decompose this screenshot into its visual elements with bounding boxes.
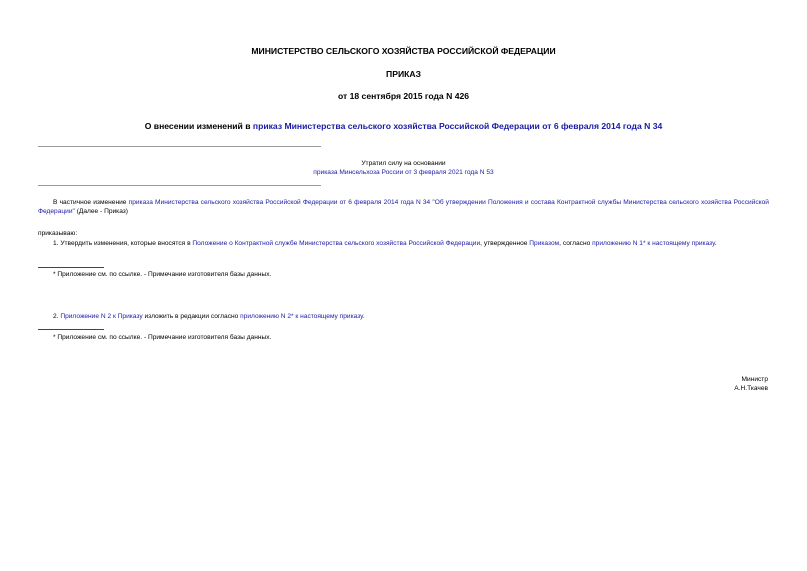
signature-name: А.Н.Ткачев (734, 385, 768, 393)
intro-paragraph (38, 198, 769, 217)
doc-title (0, 121, 807, 131)
intro-order-link[interactable]: приказа Министерства сельского хозяйства Российской Федерации от 6 февраля 2014 года N 34 "Об утверждении Положения и состава Контрактной службы Министерства сельского хозяйства Российской Федерации" (38, 199, 769, 216)
item-2-suffix: . (362, 313, 365, 320)
footnote-2: * Приложение см. по ссылке. - Примечание изготовителя базы данных. (53, 334, 272, 341)
doc-type-heading: ПРИКАЗ (386, 69, 421, 79)
item-1-mid2: , согласно (559, 240, 593, 247)
status-line: Утратил силу на основании (361, 160, 446, 167)
intro-prefix: В частичное изменение (53, 199, 129, 206)
status-repeal-link[interactable]: приказа Минсельхоза России от 3 февраля 2021 года N 53 (313, 169, 494, 177)
item-1-mid: , утвержденное (480, 240, 530, 247)
order-word: приказываю: (38, 230, 78, 237)
doc-title-link[interactable]: приказ Министерства сельского хозяйства Российской Федерации от 6 февраля 2014 года N 34 (252, 121, 663, 131)
footnote-1-rule (38, 267, 104, 268)
signature-block (734, 375, 768, 394)
footnote-1: * Приложение см. по ссылке. - Примечание изготовителя базы данных. (53, 271, 272, 278)
signature-position: Министр (741, 376, 768, 383)
ministry-heading: МИНИСТЕРСТВО СЕЛЬСКОГО ХОЗЯЙСТВА РОССИЙСКОЙ ФЕДЕРАЦИИ (251, 46, 556, 56)
status-bottom-rule (38, 185, 321, 186)
status-top-rule (38, 146, 321, 147)
item-2-appendix2-link[interactable]: Приложение N 2 к Приказу (60, 313, 143, 320)
item-1-prefix: 1. Утвердить изменения, которые вносятся в (53, 240, 193, 247)
item-2-prefix: 2. (53, 313, 61, 320)
intro-suffix: (Далее - Приказ) (74, 208, 129, 216)
item-2-new-appendix-link[interactable]: приложению N 2* к настоящему приказу (240, 313, 363, 320)
item-2-paragraph (53, 312, 365, 321)
item-1-order-link[interactable]: Приказом (529, 240, 560, 247)
status-box (260, 159, 547, 178)
item-1-paragraph (38, 239, 769, 248)
item-2-mid: изложить в редакции согласно (142, 313, 241, 320)
doc-date-heading: от 18 сентября 2015 года N 426 (337, 91, 470, 101)
footnote-2-rule (38, 329, 104, 330)
item-1-appendix-link[interactable]: приложению N 1* к настоящему приказу (592, 240, 715, 247)
item-1-regulation-link[interactable]: Положение о Контрактной службе Министерства сельского хозяйства Российской Федерации (192, 240, 481, 247)
doc-title-prefix: О внесении изменений в (144, 121, 253, 131)
item-1-suffix: . (714, 240, 717, 247)
